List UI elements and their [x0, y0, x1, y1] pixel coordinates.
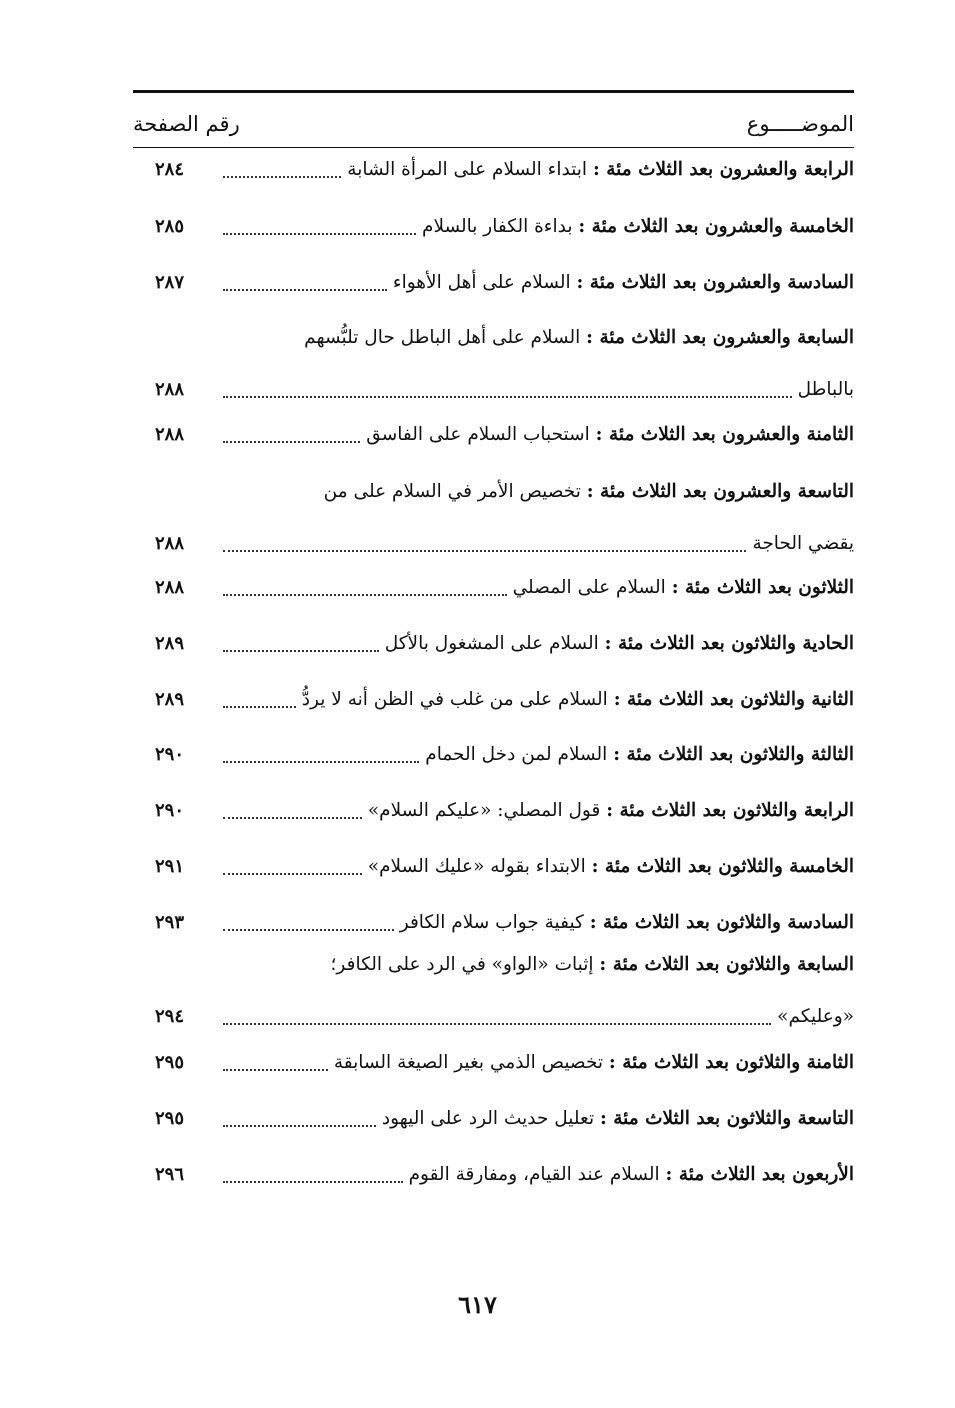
entry-text: السلام على أهل الأهواء [392, 272, 571, 293]
dot-leader [223, 1124, 376, 1127]
entry-title [422, 212, 854, 242]
entry-title [385, 629, 854, 659]
dot-leader [223, 649, 379, 652]
entry-text: تعليل حديث الرد على اليهود [381, 1108, 595, 1129]
entry-title [752, 529, 854, 559]
dot-leader [223, 760, 419, 763]
entry-page-number: ٢٩١ [155, 856, 185, 877]
entry-page-number: ٢٩٠ [155, 744, 185, 765]
toc-header [133, 104, 854, 144]
page-column-label: رقم الصفحة [133, 112, 240, 136]
entry-page-number: ٢٨٨ [155, 424, 185, 445]
dot-leader [223, 1068, 328, 1071]
entry-lead: الخامسة والثلاثون بعد الثلاث مئة : [591, 856, 854, 877]
entry-title [368, 852, 854, 882]
entry-page-number: ٢٨٩ [155, 689, 185, 710]
entry-lead: الثلاثون بعد الثلاث مئة : [671, 577, 854, 598]
entry-title [331, 950, 854, 980]
entry-continuation: يقضي الحاجة [752, 533, 854, 554]
entry-title [382, 1104, 854, 1134]
entry-continuation: بالباطل [797, 379, 854, 400]
dot-leader [223, 232, 416, 235]
entry-lead: التاسعة والثلاثون بعد الثلاث مئة : [599, 1108, 854, 1129]
topic-column-label: الموضـــــوع [746, 112, 854, 136]
dot-leader [223, 175, 341, 178]
header-rule [133, 147, 854, 148]
entry-title [409, 1160, 854, 1190]
entry-text: ابتداء السلام على المرأة الشابة [347, 159, 588, 180]
entry-page-number: ٢٩٥ [155, 1052, 185, 1073]
dot-leader [223, 816, 362, 819]
entry-title [347, 155, 854, 185]
entry-lead: السادسة والعشرون بعد الثلاث مئة : [576, 272, 854, 293]
entry-page-number: ٢٨٩ [155, 633, 185, 654]
dot-leader [223, 928, 394, 931]
entry-lead: السادسة والثلاثون بعد الثلاث مئة : [589, 912, 854, 933]
entry-lead: السابعة والعشرون بعد الثلاث مئة : [586, 327, 854, 348]
entry-text: استحباب السلام على الفاسق [366, 424, 590, 445]
dot-leader [223, 1180, 403, 1183]
dot-leader [223, 549, 746, 552]
entry-page-number: ٢٨٨ [155, 577, 185, 598]
entry-title [334, 1048, 854, 1078]
entry-page-number: ٢٨٨ [155, 533, 185, 554]
entry-lead: التاسعة والعشرون بعد الثلاث مئة : [586, 481, 854, 502]
entry-page-number: ٢٩٠ [155, 800, 185, 821]
entry-title [777, 1002, 854, 1032]
entry-text: الابتداء بقوله «عليك السلام» [367, 856, 586, 877]
entry-page-number: ٢٨٤ [155, 159, 185, 180]
entry-lead: الثامنة والعشرون بعد الثلاث مئة : [595, 424, 854, 445]
entry-title [400, 908, 854, 938]
entry-lead: الثالثة والثلاثون بعد الثلاث مئة : [613, 744, 854, 765]
entry-title [513, 573, 854, 603]
entry-text: السلام على المصلي [512, 577, 666, 598]
entry-page-number: ٢٨٧ [155, 272, 185, 293]
entry-title [798, 375, 854, 405]
top-rule [133, 90, 854, 93]
entry-lead: الثامنة والثلاثون بعد الثلاث مئة : [608, 1052, 854, 1073]
entry-title [366, 420, 854, 450]
dot-leader [223, 395, 792, 398]
entry-text: السلام على المشغول بالأكل [384, 633, 599, 654]
dot-leader [223, 288, 387, 291]
entry-continuation: «وعليكم» [777, 1006, 854, 1027]
dot-leader [223, 1022, 771, 1025]
entry-page-number: ٢٨٥ [155, 216, 185, 237]
entry-text: بداءة الكفار بالسلام [422, 216, 573, 237]
dot-leader [223, 440, 360, 443]
entry-title [324, 477, 854, 507]
entry-text: تخصيص الأمر في السلام على من [323, 481, 581, 502]
entry-lead: الرابعة والعشرون بعد الثلاث مئة : [592, 159, 854, 180]
dot-leader [223, 705, 296, 708]
entry-page-number: ٢٨٨ [155, 379, 185, 400]
entry-page-number: ٢٩٦ [155, 1164, 185, 1185]
entry-text: كيفية جواب سلام الكافر [399, 912, 584, 933]
entry-page-number: ٢٩٤ [155, 1006, 185, 1027]
entry-text: السلام عند القيام، ومفارقة القوم [408, 1164, 660, 1185]
entry-lead: الأربعون بعد الثلاث مئة : [665, 1164, 854, 1185]
entry-page-number: ٢٩٣ [155, 912, 185, 933]
entry-title [302, 685, 854, 715]
entry-lead: الثانية والثلاثون بعد الثلاث مئة : [613, 689, 854, 710]
entry-text: السلام على أهل الباطل حال تلبُّسهم [304, 327, 581, 348]
dot-leader [223, 593, 507, 596]
page-number: ٦١٧ [458, 1290, 497, 1319]
dot-leader [223, 872, 362, 875]
entry-title [425, 740, 854, 770]
entry-lead: الخامسة والعشرون بعد الثلاث مئة : [578, 216, 854, 237]
entry-title [304, 323, 854, 353]
entry-lead: السابعة والثلاثون بعد الثلاث مئة : [599, 954, 854, 975]
entry-text: قول المصلي: «عليكم السلام» [367, 800, 601, 821]
entry-text: إثبات «الواو» في الرد على الكافر؛ [330, 954, 594, 975]
entry-text: السلام على من غلب في الظن أنه لا يردُّ [301, 689, 608, 710]
entry-title [393, 268, 854, 298]
entry-text: تخصيص الذمي بغير الصيغة السابقة [333, 1052, 604, 1073]
entry-lead: الحادية والثلاثون بعد الثلاث مئة : [604, 633, 854, 654]
entry-lead: الرابعة والثلاثون بعد الثلاث مئة : [606, 800, 854, 821]
entry-page-number: ٢٩٥ [155, 1108, 185, 1129]
entry-title [368, 796, 854, 826]
entry-text: السلام لمن دخل الحمام [425, 744, 608, 765]
